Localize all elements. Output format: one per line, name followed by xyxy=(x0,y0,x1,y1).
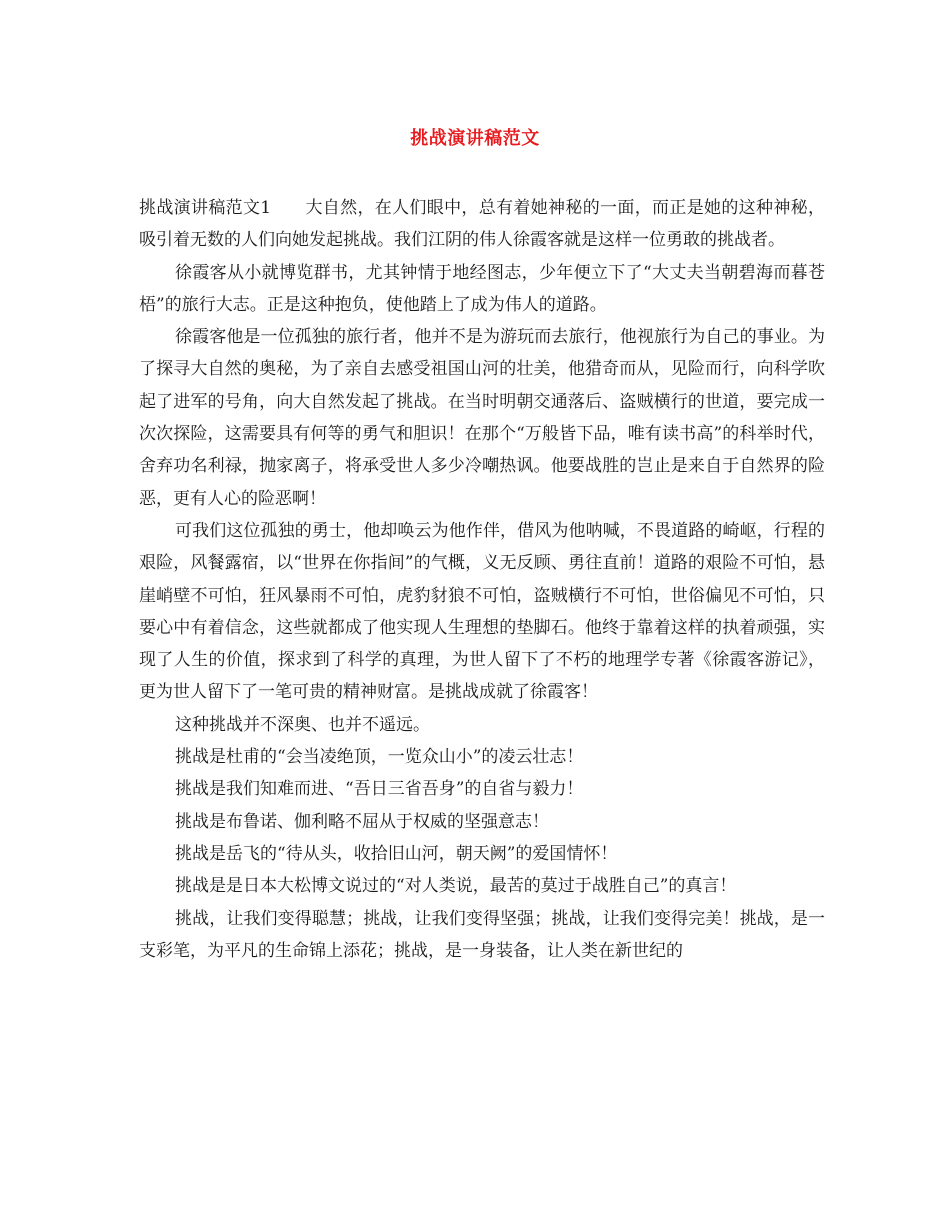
heading-label: 挑战演讲稿范文1 xyxy=(139,198,272,218)
body-paragraph: 挑战是布鲁诺、伽利略不屈从于权威的坚强意志！ xyxy=(175,811,549,832)
body-paragraph: 挑战是是日本大松博文说过的“对人类说，最苦的莫过于战胜自己”的真言！ xyxy=(175,876,737,897)
body-paragraph: 可我们这位孤独的勇士，他却唤云为他作伴，借风为他呐喊，不畏道路的崎岖，行程的艰险，风餐露宿，以“世界在你指间”的气概，义无反顾、勇往直前！道路的艰险不可怕，悬崖峭壁不可怕，狂风暴雨不可怕，虎豹豺狼不可怕，盗贼横行不可怕，世俗偏见不可怕，只要心中有着信念，这些就都成了他实现人生理想的垫脚石。他终于靠着这样的执着顽强，实现了人生的价值，探求到了科学的真理，为世人留下了不朽的地理学专著《徐霞客游记》，更为世人留下了一笔可贵的精神财富。是挑战成就了徐霞客！ xyxy=(139,520,825,703)
intro-text: 大自然，在人们眼中，总有着她神秘的一面，而正是她的这种神秘，吸引着无数的人们向她发起挑战。我们江阴的伟人徐霞客就是这样一位勇敢的挑战者。 xyxy=(139,198,825,251)
body-paragraph: 挑战是岳飞的“待从头，收拾旧山河，朝天阙”的爱国情怀！ xyxy=(175,843,618,864)
intro-paragraph xyxy=(139,192,825,257)
body-paragraph: 这种挑战并不深奥、也并不遥远。 xyxy=(175,714,430,735)
body-paragraph: 挑战是我们知难而进、“吾日三省吾身”的自省与毅力！ xyxy=(175,779,584,800)
body-paragraph: 挑战，让我们变得聪慧；挑战，让我们变得坚强；挑战，让我们变得完美！挑战，是一支彩笔，为平凡的生命锦上添花；挑战，是一身装备，让人类在新世纪的 xyxy=(139,908,825,961)
body-paragraph: 徐霞客他是一位孤独的旅行者，他并不是为游玩而去旅行，他视旅行为自己的事业。为了探寻大自然的奥秘，为了亲自去感受祖国山河的壮美，他猎奇而从，见险而行，向科学吹起了进军的号角，向大自然发起了挑战。在当时明朝交通落后、盗贼横行的世道，要完成一次次探险，这需要具有何等的勇气和胆识！在那个“万般皆下品，唯有读书高”的科举时代，舍弃功名利禄，抛家离子，将承受世人多少冷嘲热讽。他要战胜的岂止是来自于自然界的险恶，更有人心的险恶啊！ xyxy=(139,327,825,509)
document-body xyxy=(139,192,825,967)
document-title: 挑战演讲稿范文 xyxy=(410,128,540,149)
body-paragraph: 挑战是杜甫的“会当凌绝顶，一览众山小”的凌云壮志！ xyxy=(175,747,584,768)
body-paragraph: 徐霞客从小就博览群书，尤其钟情于地经图志，少年便立下了“大丈夫当朝碧海而暮苍梧”的旅行大志。正是这种抱负，使他踏上了成为伟人的道路。 xyxy=(139,262,825,315)
